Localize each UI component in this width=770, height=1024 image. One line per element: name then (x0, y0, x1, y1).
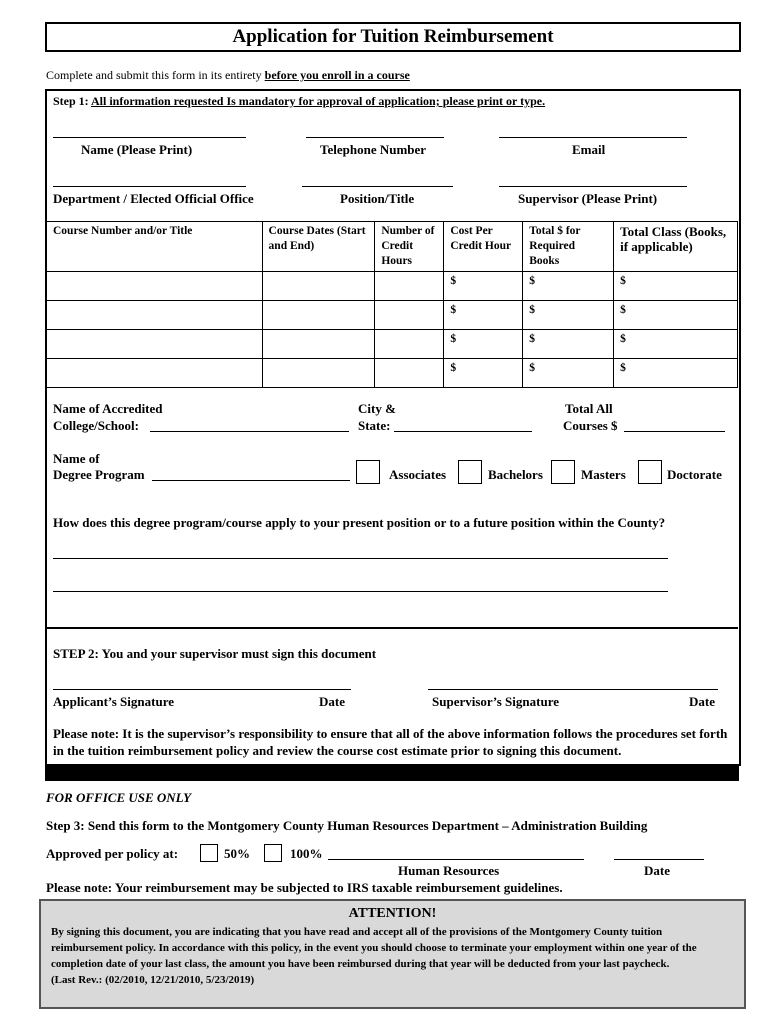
city-label-2: State: (358, 418, 391, 433)
dollar-sign: $ (450, 362, 457, 374)
course-dates-cell[interactable] (262, 301, 375, 330)
books-cell[interactable] (523, 301, 614, 330)
telephone-label: Telephone Number (320, 142, 427, 157)
office-use-heading: FOR OFFICE USE ONLY (46, 790, 192, 805)
email-field[interactable] (499, 137, 687, 138)
fifty-percent-label: 50% (224, 846, 250, 861)
irs-note: Please note: Your reimbursement may be subjected to IRS taxable reimbursement guidelines. (46, 880, 563, 895)
step1-text: All information requested Is mandatory for approval of application; please print or type. (91, 94, 546, 108)
intro-text: Complete and submit this form in its entirety (46, 68, 265, 82)
associates-label: Associates (389, 467, 447, 482)
table-row (47, 272, 738, 301)
dollar-sign: $ (529, 362, 535, 374)
school-label-1: Name of Accredited (53, 401, 163, 416)
school-name-field[interactable] (150, 431, 349, 432)
school-label-2: College/School: (53, 418, 139, 433)
table-row (47, 301, 738, 330)
course-dates-cell[interactable] (262, 330, 375, 359)
dollar-sign: $ (620, 333, 626, 345)
approved-label: Approved per policy at: (46, 846, 179, 861)
department-label: Department / Elected Official Office (53, 191, 254, 206)
doctorate-checkbox[interactable] (638, 460, 662, 484)
bachelors-checkbox[interactable] (458, 460, 482, 484)
intro-line (46, 68, 410, 83)
course-dates-cell[interactable] (262, 272, 375, 301)
masters-label: Masters (581, 467, 626, 482)
hundred-percent-checkbox[interactable] (264, 844, 282, 862)
header-course-title: Course Number and/or Title (47, 222, 263, 272)
supervisor-date-label: Date (689, 694, 715, 709)
telephone-field[interactable] (306, 137, 444, 138)
dollar-sign: $ (620, 304, 626, 316)
course-table (46, 221, 738, 388)
total-courses-label-1: Total All (565, 401, 613, 416)
course-dates-cell[interactable] (262, 359, 375, 388)
name-field[interactable] (53, 137, 246, 138)
department-field[interactable] (53, 186, 246, 187)
table-row (47, 330, 738, 359)
course-title-cell[interactable] (47, 359, 263, 388)
doctorate-label: Doctorate (667, 467, 722, 482)
course-table-header (47, 222, 738, 272)
header-total-class: Total Class (Books, if applicable) (614, 222, 738, 272)
header-books-total: Total $ for Required Books (523, 222, 614, 272)
supervisor-signature-field[interactable] (428, 689, 718, 690)
hr-date-label: Date (644, 863, 670, 878)
position-label: Position/Title (340, 191, 415, 206)
total-courses-field[interactable] (624, 431, 725, 432)
step1-label: Step 1: (53, 94, 92, 108)
hr-signature-field[interactable] (328, 859, 584, 860)
header-cost-per-credit: Cost Per Credit Hour (444, 222, 523, 272)
course-title-cell[interactable] (47, 301, 263, 330)
total-cell[interactable] (614, 301, 738, 330)
total-courses-label-2: Courses $ (563, 418, 618, 433)
dollar-sign: $ (529, 275, 535, 287)
books-cell[interactable] (523, 359, 614, 388)
header-credit-hours: Number of Credit Hours (375, 222, 444, 272)
supervisor-label: Supervisor (Please Print) (518, 191, 658, 206)
email-label: Email (572, 142, 606, 157)
books-cell[interactable] (523, 330, 614, 359)
header-course-dates: Course Dates (Start and End) (262, 222, 375, 272)
fifty-percent-checkbox[interactable] (200, 844, 218, 862)
total-cell[interactable] (614, 359, 738, 388)
intro-emphasis: before you enroll in a course (264, 68, 410, 82)
step-divider (46, 627, 738, 629)
course-title-cell[interactable] (47, 330, 263, 359)
books-cell[interactable] (523, 272, 614, 301)
revision-note: (Last Rev.: (02/2010, 12/21/2010, 5/23/2019) (51, 974, 255, 986)
attention-heading: ATTENTION! (348, 906, 437, 921)
associates-checkbox[interactable] (356, 460, 380, 484)
form-title: Application for Tuition Reimbursement (45, 22, 741, 52)
step1-heading (53, 94, 545, 109)
credit-hours-cell[interactable] (375, 359, 444, 388)
dollar-sign: $ (450, 304, 457, 316)
name-label: Name (Please Print) (81, 142, 193, 157)
answer-line-2[interactable] (53, 591, 668, 592)
hr-label: Human Resources (398, 863, 500, 878)
credit-hours-cell[interactable] (375, 272, 444, 301)
cost-cell[interactable] (444, 359, 523, 388)
section-separator-bar (45, 765, 739, 781)
supervisor-field[interactable] (499, 186, 687, 187)
dollar-sign: $ (529, 333, 535, 345)
total-cell[interactable] (614, 272, 738, 301)
city-state-field[interactable] (394, 431, 532, 432)
dollar-sign: $ (620, 362, 626, 374)
degree-label-1: Name of (53, 451, 100, 466)
dollar-sign: $ (450, 333, 457, 345)
attention-box (39, 899, 746, 1009)
applicant-signature-label: Applicant’s Signature (53, 694, 174, 709)
bachelors-label: Bachelors (488, 467, 543, 482)
cost-cell[interactable] (444, 301, 523, 330)
applicant-date-label: Date (319, 694, 345, 709)
hundred-percent-label: 100% (290, 846, 323, 861)
step3-instruction: Step 3: Send this form to the Montgomery County Human Resources Department – Administration Building (46, 818, 648, 833)
degree-label-2: Degree Program (53, 467, 145, 482)
attention-body: By signing this document, you are indicating that you have read and accept all of the provisions of the Montgomery County tuition reimbursement policy. In accordance with this policy, in the event you should choose to terminate your employment within one year of the completion date of your last class, the amount you have been reimbursed during that year will be deducted from your last paycheck. (51, 926, 697, 970)
credit-hours-cell[interactable] (375, 301, 444, 330)
degree-application-question: How does this degree program/course apply to your present position or to a future position within the County? (53, 515, 666, 530)
masters-checkbox[interactable] (551, 460, 575, 484)
city-label-1: City & (358, 401, 396, 416)
answer-line-1[interactable] (53, 558, 668, 559)
supervisor-signature-label: Supervisor’s Signature (432, 694, 559, 709)
cost-cell[interactable] (444, 330, 523, 359)
table-row (47, 359, 738, 388)
dollar-sign: $ (620, 275, 626, 287)
position-field[interactable] (302, 186, 453, 187)
applicant-signature-field[interactable] (53, 689, 351, 690)
supervisor-note: Please note: It is the supervisor’s responsibility to ensure that all of the above information follows the procedures set forth in the tuition reimbursement policy and review the course cost estimate prior to signing this document. (53, 726, 728, 758)
credit-hours-cell[interactable] (375, 330, 444, 359)
dollar-sign: $ (529, 304, 535, 316)
hr-date-field[interactable] (614, 859, 704, 860)
course-title-cell[interactable] (47, 272, 263, 301)
step2-heading: STEP 2: You and your supervisor must sign this document (53, 646, 377, 661)
dollar-sign: $ (450, 275, 457, 287)
degree-program-field[interactable] (152, 480, 350, 481)
total-cell[interactable] (614, 330, 738, 359)
cost-cell[interactable] (444, 272, 523, 301)
